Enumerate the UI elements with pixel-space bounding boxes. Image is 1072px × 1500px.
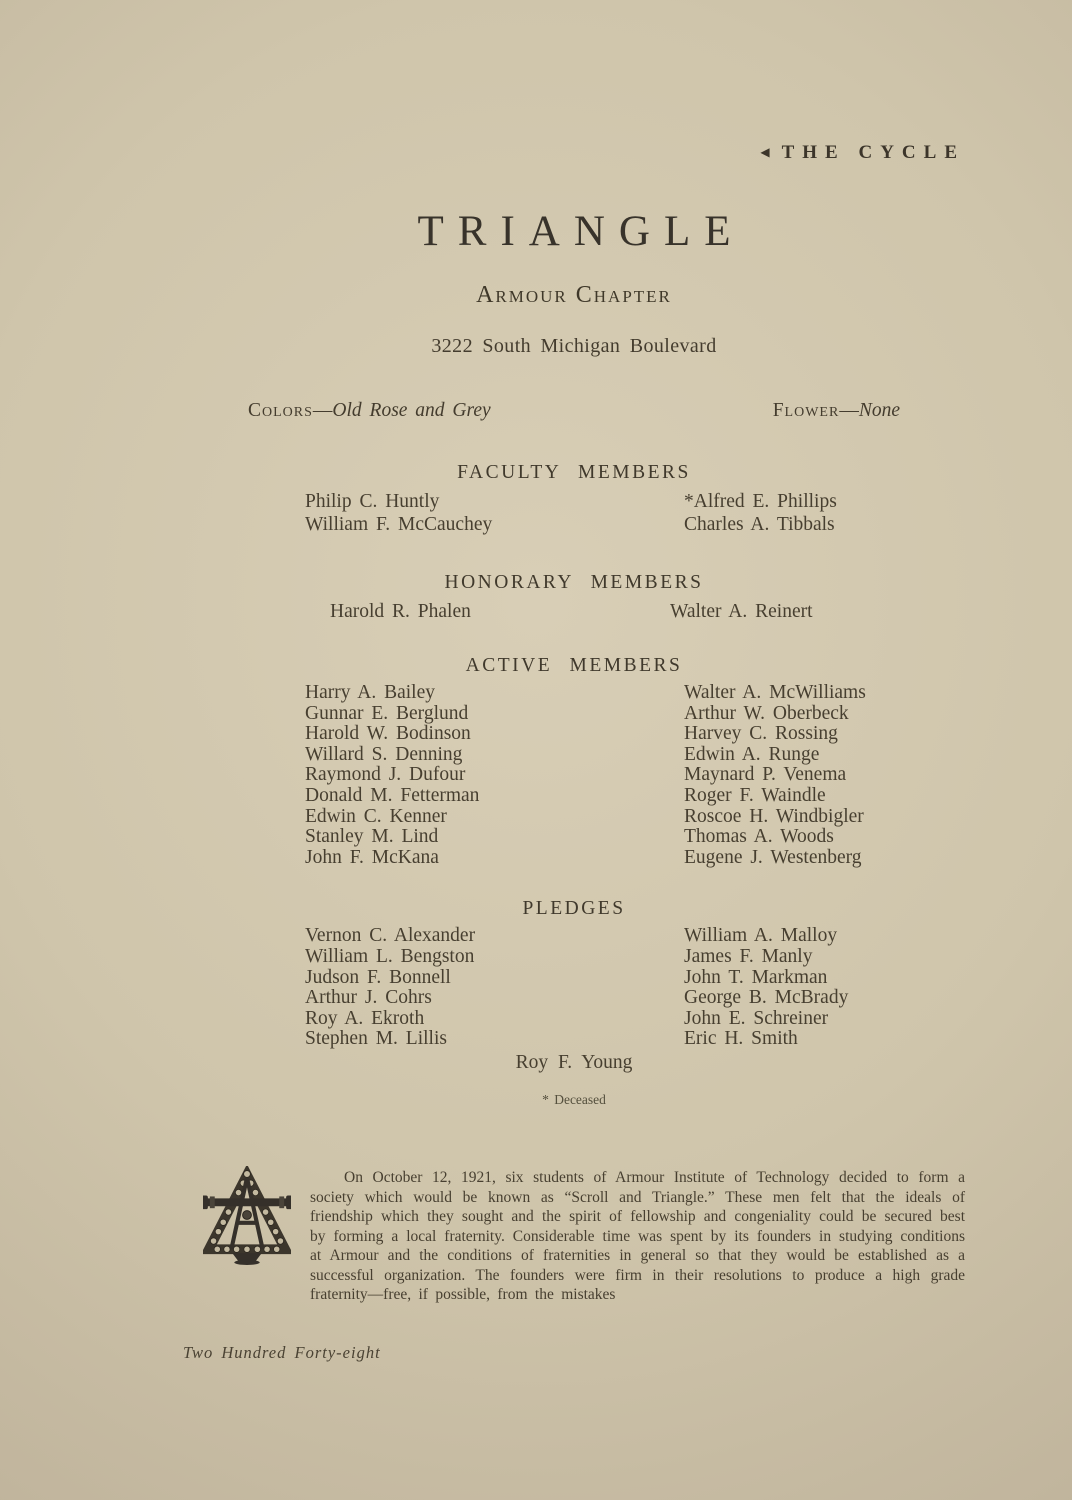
member-name: Roscoe H. Windbigler — [684, 805, 864, 827]
active-heading: ACTIVE MEMBERS — [465, 655, 683, 676]
flower-dash: — — [839, 400, 859, 421]
flower-entry — [773, 400, 900, 422]
colors-entry — [248, 400, 491, 422]
chapter-subtitle: Armour Chapter — [476, 282, 672, 308]
member-name: Willard S. Denning — [305, 743, 463, 765]
honorary-right-column — [670, 600, 965, 623]
pledges-heading: PLEDGES — [522, 898, 626, 920]
member-name: Donald M. Fetterman — [305, 784, 480, 806]
faculty-left-column — [305, 490, 684, 536]
colors-label: Colors — [248, 400, 313, 421]
member-name: Raymond J. Dufour — [305, 764, 466, 786]
member-name: Roy A. Ekroth — [305, 1007, 425, 1029]
flower-value: None — [858, 400, 900, 421]
member-name: Charles A. Tibbals — [684, 514, 835, 535]
member-name: Vernon C. Alexander — [305, 925, 476, 947]
member-name: William F. McCauchey — [305, 514, 493, 535]
member-name: William L. Bengston — [305, 945, 475, 967]
honorary-heading: HONORARY MEMBERS — [444, 572, 704, 593]
member-name: Walter A. Reinert — [670, 601, 813, 622]
page-title: TRIANGLE — [417, 208, 745, 255]
member-name: Harry A. Bailey — [305, 682, 436, 703]
pledge-centered-name: Roy F. Young — [515, 1051, 633, 1073]
member-name: John F. McKana — [305, 846, 439, 868]
member-name: Edwin A. Runge — [684, 743, 820, 765]
left-triangle-marker-icon: ◀ — [760, 145, 770, 159]
running-header-text: THE CYCLE — [781, 142, 965, 163]
member-name: Arthur J. Cohrs — [305, 987, 432, 1009]
member-name: Gunnar E. Berglund — [305, 702, 469, 724]
colors-value: Old Rose and Grey — [332, 400, 491, 421]
member-name: William A. Malloy — [684, 925, 838, 947]
colors-flower-row — [183, 400, 965, 422]
faculty-members-list — [305, 490, 965, 536]
member-name: Harvey C. Rossing — [684, 723, 838, 745]
member-name: George B. McBrady — [684, 987, 849, 1009]
active-members-list — [305, 683, 965, 868]
active-right-column — [684, 683, 965, 868]
member-name: Roger F. Waindle — [684, 784, 826, 806]
member-name: Walter A. McWilliams — [684, 682, 866, 703]
triangle-fraternity-badge-icon — [203, 1166, 291, 1266]
honorary-members-list — [330, 600, 965, 623]
history-section — [183, 1168, 965, 1305]
member-name: Eugene J. Westenberg — [684, 846, 862, 868]
member-name: Arthur W. Oberbeck — [684, 702, 849, 724]
running-header — [760, 142, 965, 164]
member-name: Harold R. Phalen — [330, 601, 471, 622]
pledges-left-column — [305, 926, 684, 1050]
member-name: *Alfred E. Phillips — [684, 491, 837, 512]
member-name: John T. Markman — [684, 966, 828, 988]
chapter-address: 3222 South Michigan Boulevard — [431, 335, 717, 357]
member-name: Harold W. Bodinson — [305, 723, 471, 745]
member-name: Philip C. Huntly — [305, 491, 440, 512]
deceased-footnote: * Deceased — [542, 1091, 606, 1107]
colors-dash: — — [312, 400, 333, 421]
flower-label: Flower — [772, 400, 840, 421]
member-name: Edwin C. Kenner — [305, 805, 447, 827]
member-name: Judson F. Bonnell — [305, 966, 451, 988]
member-name: Maynard P. Venema — [684, 764, 847, 786]
member-name: Eric H. Smith — [684, 1028, 798, 1050]
page-number: Two Hundred Forty-eight — [183, 1343, 381, 1363]
active-left-column — [305, 683, 684, 868]
pledges-right-column — [684, 926, 965, 1050]
member-name: Stanley M. Lind — [305, 826, 439, 848]
pledges-list — [305, 926, 965, 1050]
faculty-heading: FACULTY MEMBERS — [457, 462, 691, 483]
yearbook-page — [183, 0, 965, 1363]
history-paragraph: On October 12, 1921, six students of Armour Institute of Technology decided to form a society which would be known as “Scroll and Triangle.” These men felt that the ideals of friendship which they sought and the spirit of fellowship and congeniality could be secured best by forming a local fraternity. Considerable time was spent by its founders in studying conditions at Armour and the conditions of fraternities in general so that they would be established as a successful organization. The founders were firm in their resolutions to produce a high grade fraternity—free, if possible, from the mistakes — [310, 1168, 965, 1304]
honorary-left-column — [330, 600, 670, 623]
faculty-right-column — [684, 490, 965, 536]
member-name: Stephen M. Lillis — [305, 1028, 447, 1050]
member-name: James F. Manly — [684, 945, 813, 967]
member-name: John E. Schreiner — [684, 1007, 829, 1029]
member-name: Thomas A. Woods — [684, 826, 834, 848]
